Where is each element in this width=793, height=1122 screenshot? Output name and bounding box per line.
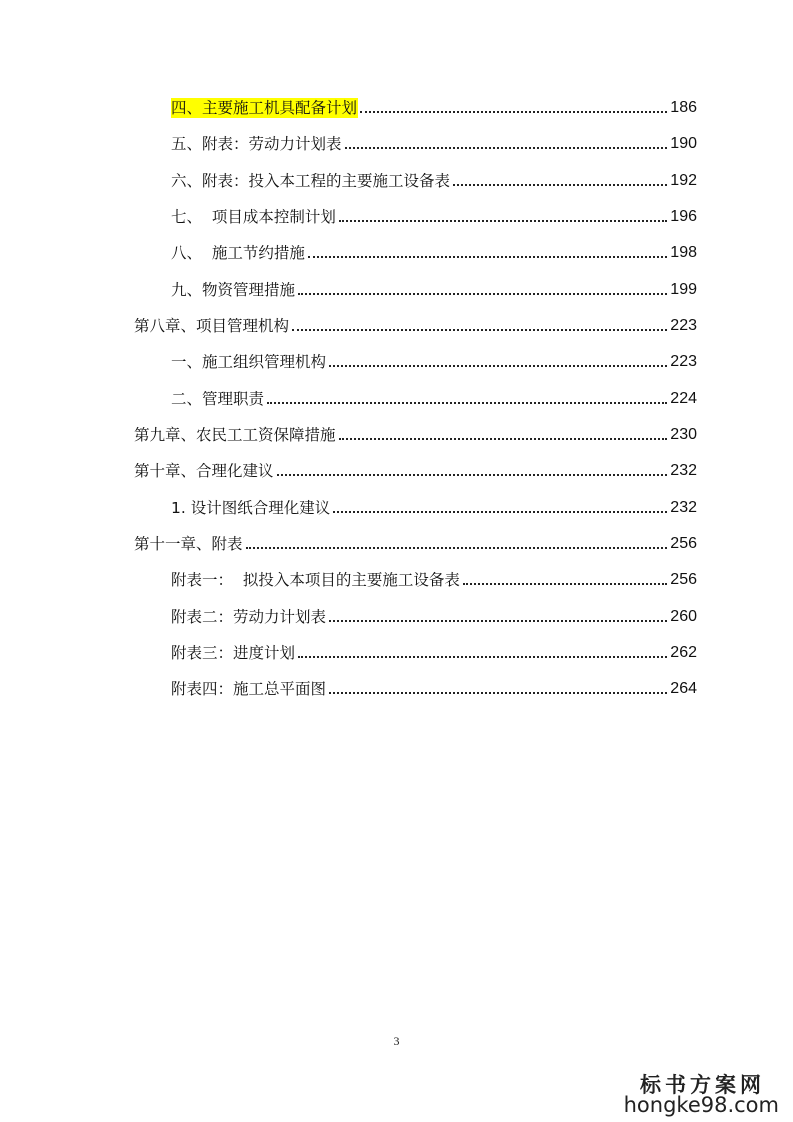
toc-entry-title: 一、施工组织管理机构 [171,353,327,371]
toc-entry-page: 224 [670,390,697,407]
toc-entry-title: 第十章、合理化建议 [134,462,274,480]
toc-entry[interactable] [171,346,697,372]
toc-entry-title: 第八章、项目管理机构 [134,317,290,335]
toc-entry-page: 192 [670,172,697,189]
toc-entry-page: 264 [670,680,697,697]
toc-entry-title: 附表三：进度计划 [171,644,296,662]
watermark-site: hongke98.com [623,1093,779,1117]
toc-entry-page: 199 [670,281,697,298]
toc-entry-title: 附表四：施工总平面图 [171,680,327,698]
dot-leader [329,691,667,694]
toc-entry-page: 223 [670,353,697,370]
dot-leader [298,655,667,658]
toc-entry-page: 256 [670,571,697,588]
toc-chapter-entry[interactable] [134,455,697,481]
toc-entry-title: 附表一： 拟投入本项目的主要施工设备表 [171,571,460,589]
toc-entry[interactable] [171,601,697,627]
toc-entry-title: 七、 项目成本控制计划 [171,208,336,226]
dot-leader [246,546,668,549]
dot-leader [329,619,667,622]
dot-leader [339,437,668,440]
toc-entry-page: 198 [670,244,697,261]
dot-leader [292,328,667,331]
toc-entry-page: 230 [670,426,697,443]
toc-entry-title: 八、 施工节约措施 [171,244,305,262]
toc-entry[interactable] [171,673,697,699]
watermark-brand: 标书方案网 [640,1072,765,1097]
toc-entry[interactable] [171,128,697,154]
dot-leader [345,146,668,149]
toc-entry[interactable] [171,165,697,191]
toc-entry[interactable] [171,237,697,263]
toc-entry-title: 四、主要施工机具配备计划 [171,99,358,117]
toc-entry-page: 232 [670,462,697,479]
toc-entry-page: 190 [670,135,697,152]
toc-entry-page: 196 [670,208,697,225]
dot-leader [298,292,667,295]
toc-chapter-entry[interactable] [134,310,697,336]
dot-leader [329,364,667,367]
dot-leader [267,401,667,404]
page-number: 3 [393,1034,400,1048]
toc-entry[interactable] [171,637,697,663]
toc-entry-title: 附表二：劳动力计划表 [171,608,327,626]
toc-entry[interactable] [171,492,697,518]
toc-entry-title: 二、管理职责 [171,390,265,408]
toc-entry[interactable] [171,274,697,300]
toc-entry-title: 第十一章、附表 [134,535,243,553]
dot-leader [308,255,667,258]
dot-leader [333,510,667,513]
toc-entry-page: 223 [670,317,697,334]
toc-entry-page: 262 [670,644,697,661]
toc-entry-page: 186 [670,99,697,116]
dot-leader [339,219,667,222]
toc-entry[interactable] [171,92,697,118]
toc-entry[interactable] [171,383,697,409]
toc-entry-title: 九、物资管理措施 [171,281,296,299]
toc-entry[interactable] [171,564,697,590]
toc-entry-page: 232 [670,499,697,516]
toc-chapter-entry[interactable] [134,528,697,554]
dot-leader [463,582,667,585]
toc-entry[interactable] [171,201,697,227]
toc-entry-title: 1. 设计图纸合理化建议 [171,499,331,517]
toc-entry-title: 六、附表：投入本工程的主要施工设备表 [171,172,451,190]
toc-chapter-entry[interactable] [134,419,697,445]
toc-entry-title: 五、附表：劳动力计划表 [171,135,342,153]
toc-entry-page: 260 [670,608,697,625]
dot-leader [277,473,668,476]
toc-entry-title: 第九章、农民工工资保障措施 [134,426,336,444]
dot-leader [453,183,667,186]
dot-leader [360,110,667,113]
toc-entry-page: 256 [670,535,697,552]
